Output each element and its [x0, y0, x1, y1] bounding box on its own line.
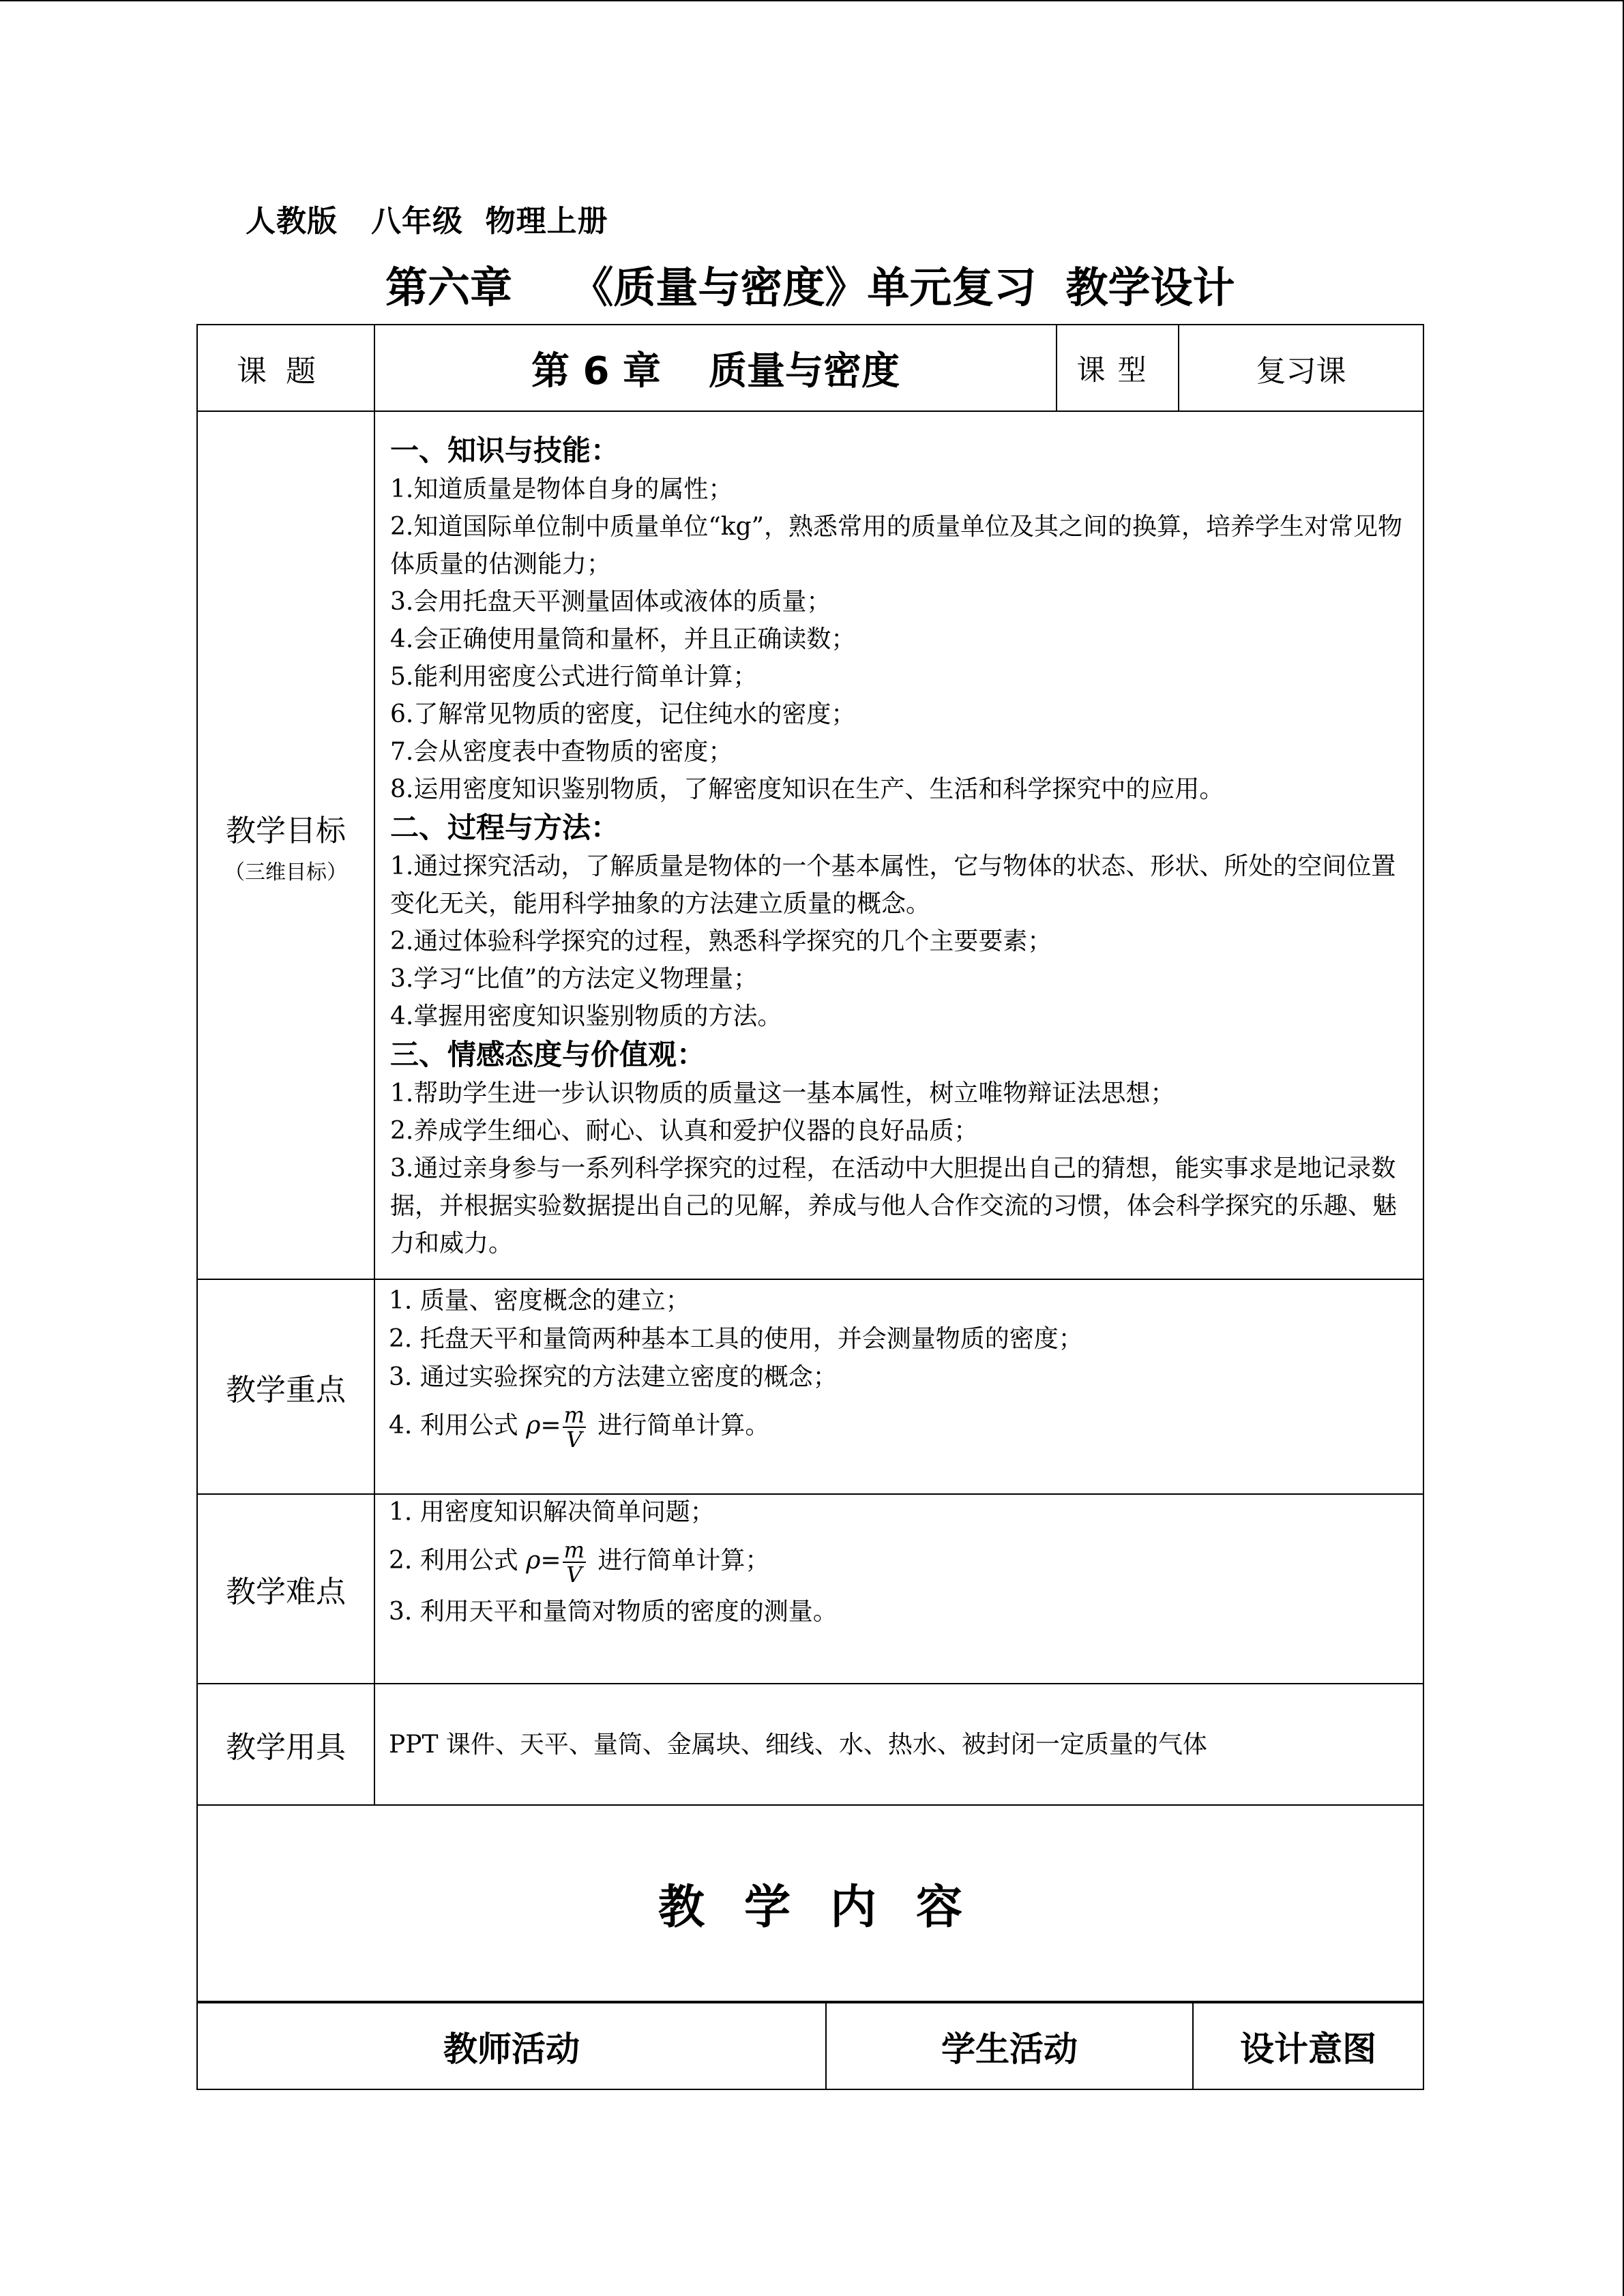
goal-item: 4.会正确使用量筒和量杯，并且正确读数； — [390, 625, 856, 653]
difficulty-item: 3. 利用天平和量筒对物质的密度的测量。 — [389, 1598, 838, 1626]
document-title: 第六章 《质量与密度》单元复习 教学设计 — [385, 263, 1235, 312]
content-title: 教学内容 — [658, 1880, 1002, 1935]
goal-item: 1.通过探究活动，了解质量是物体的一个基本属性，它与物体的状态、形状、所处的空间位置变化无关，能用科学抽象的方法建立质量的概念。 — [390, 852, 1396, 918]
keypoints-label: 教学重点 — [226, 1372, 346, 1407]
goal-item: 8.运用密度知识鉴别物质，了解密度知识在生产、生活和科学探究中的应用。 — [390, 775, 1224, 803]
goal-item: 3.通过亲身参与一系列科学探究的过程，在活动中大胆提出自己的猜想，能实事求是地记录数据，并根据实验数据提出自己的见解，养成与他人合作交流的习惯，体会科学探究的乐趣、魅力和威力。 — [390, 1154, 1398, 1257]
table-border-bottom — [196, 2089, 1424, 2090]
chapter-number: 第 6 章 — [531, 348, 661, 393]
density-formula: $\frac{m}{V}$ — [563, 1402, 585, 1452]
goals-section-title: 二、过程与方法： — [390, 811, 620, 844]
density-formula: $\frac{m}{V}$ — [563, 1537, 585, 1587]
lesson-type-value: 复习课 — [1256, 353, 1346, 389]
chapter-name: 质量与密度 — [708, 348, 900, 393]
topic-label: 课题 — [237, 353, 335, 389]
goal-item: 7.会从密度表中查物质的密度； — [390, 738, 733, 766]
table-row-divider — [196, 1683, 1424, 1684]
lesson-type-label: 课型 — [1076, 353, 1159, 387]
keypoint-item: 4. 利用公式 ρ= $\frac{m}{V}$ 进行简单计算。 — [389, 1402, 770, 1452]
topic-value — [375, 325, 1056, 411]
goal-item: 1.帮助学生进一步认识物质的质量这一基本属性，树立唯物辩证法思想； — [390, 1079, 1175, 1107]
keypoint-item: 1. 质量、密度概念的建立； — [389, 1287, 690, 1315]
table-column-divider — [374, 324, 375, 1806]
goal-item: 1.知道质量是物体自身的属性； — [390, 475, 733, 503]
difficulties-content — [389, 1493, 838, 1631]
goals-section-title: 三、情感态度与价值观： — [390, 1038, 706, 1071]
edition-label: 人教版 八年级 物理上册 — [246, 204, 608, 239]
goals-label-cell — [198, 412, 374, 1279]
goals-sublabel: （三维目标） — [224, 860, 347, 884]
goals-section-title: 一、知识与技能： — [390, 434, 620, 467]
difficulty-item: 2. 利用公式 ρ= $\frac{m}{V}$ 进行简单计算； — [389, 1537, 770, 1587]
tools-label: 教学用具 — [226, 1730, 346, 1765]
goals-content — [390, 431, 1413, 1262]
rho-symbol: ρ — [526, 1547, 541, 1575]
keypoint-item: 3. 通过实验探究的方法建立密度的概念； — [389, 1363, 838, 1391]
keypoints-content — [389, 1282, 1083, 1451]
difficulties-label: 教学难点 — [226, 1575, 346, 1609]
table-row-divider — [196, 411, 1424, 412]
student-activity-header: 学生活动 — [941, 2029, 1078, 2069]
tools-value: PPT 课件、天平、量筒、金属块、细线、水、热水、被封闭一定质量的气体 — [389, 1731, 1207, 1759]
goal-item: 4.掌握用密度知识鉴别物质的方法。 — [390, 1002, 782, 1030]
goal-item: 5.能利用密度公式进行简单计算； — [390, 663, 758, 691]
design-intent-header: 设计意图 — [1240, 2029, 1376, 2069]
table-row-divider — [196, 1279, 1424, 1280]
difficulty-item: 1. 用密度知识解决简单问题； — [389, 1498, 715, 1526]
goals-label: 教学目标 — [226, 813, 346, 848]
goal-item: 6.了解常见物质的密度，记住纯水的密度； — [390, 700, 856, 728]
teacher-activity-header: 教师活动 — [443, 2029, 580, 2069]
goal-item: 2.通过体验科学探究的过程，熟悉科学探究的几个主要要素； — [390, 927, 1052, 955]
table-border-right — [1423, 324, 1424, 2090]
goal-item: 2.知道国际单位制中质量单位“kg”，熟悉常用的质量单位及其之间的换算，培养学生对常见物体质量的估测能力； — [390, 513, 1403, 578]
goal-item: 2.养成学生细心、耐心、认真和爱护仪器的良好品质； — [390, 1117, 979, 1145]
goal-item: 3.学习“比值”的方法定义物理量； — [390, 965, 758, 993]
goal-item: 3.会用托盘天平测量固体或液体的质量； — [390, 588, 831, 616]
keypoint-item: 2. 托盘天平和量筒两种基本工具的使用，并会测量物质的密度； — [389, 1325, 1083, 1353]
page-frame-top — [0, 0, 1624, 1]
rho-symbol: ρ — [526, 1412, 541, 1440]
